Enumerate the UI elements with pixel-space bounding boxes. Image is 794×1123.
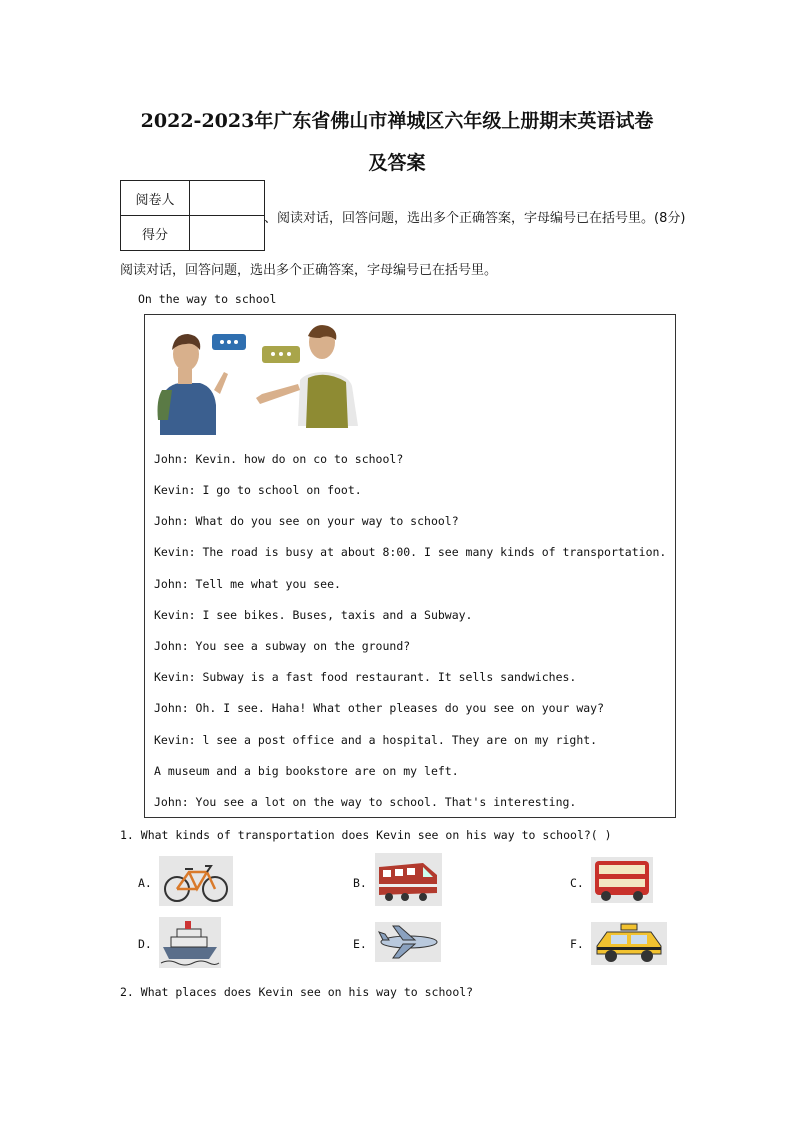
dialogue-line: Kevin: I go to school on foot. (154, 483, 362, 497)
option-f-letter: F. (570, 937, 584, 951)
taxi-icon[interactable] (591, 922, 667, 965)
option-d-letter: D. (138, 937, 152, 951)
airplane-icon[interactable] (375, 922, 441, 962)
dialogue-line: John: Tell me what you see. (154, 577, 341, 591)
section-heading: 、阅读对话，回答问题，选出多个正确答案，字母编号已在括号里。(8分) (264, 211, 686, 226)
score-label: 得分 (121, 216, 190, 251)
option-e-letter: E. (353, 937, 367, 951)
question-2: 2. What places does Kevin see on his way to school? (120, 985, 474, 999)
train-icon[interactable] (375, 853, 442, 906)
two-boys-talking-illustration (150, 320, 370, 438)
dialogue-line: John: You see a lot on the way to school. That's interesting. (154, 795, 577, 809)
score-cell (190, 216, 265, 251)
dialogue-line: A museum and a big bookstore are on my left. (154, 764, 459, 778)
dialogue-line: Kevin: Subway is a fast food restaurant. It sells sandwiches. (154, 670, 577, 684)
dialogue-line: Kevin: The road is busy at about 8:00. I see many kinds of transportation. (154, 545, 667, 559)
dialogue-line: Kevin: I see bikes. Buses, taxis and a Subway. (154, 608, 473, 622)
dialogue-line: John: You see a subway on the ground? (154, 639, 411, 653)
dialogue-line: John: What do you see on your way to school? (154, 514, 459, 528)
dialogue-line: Kevin: l see a post office and a hospital. They are on my right. (154, 733, 598, 747)
passage-subtitle: On the way to school (138, 292, 277, 306)
dialogue-line: John: Oh. I see. Haha! What other pleases do you see on your way? (154, 701, 605, 715)
reviewer-cell (190, 181, 265, 216)
question-1: 1. What kinds of transportation does Kevin see on his way to school?( ) (120, 828, 612, 842)
speech-bubble-icon (212, 334, 300, 363)
page-title: 2022-2023年广东省佛山市禅城区六年级上册期末英语试卷 (140, 110, 654, 132)
option-c-letter: C. (570, 876, 584, 890)
option-b-letter: B. (353, 876, 367, 890)
option-a-letter: A. (138, 876, 152, 890)
section-instruction: 阅读对话，回答问题，选出多个正确答案，字母编号已在括号里。 (120, 263, 498, 278)
double-decker-bus-icon[interactable] (591, 857, 653, 903)
dialogue-line: John: Kevin. how do on co to school? (154, 452, 404, 466)
boy-right-icon (256, 325, 358, 428)
reviewer-label: 阅卷人 (121, 181, 190, 216)
ship-icon[interactable] (159, 917, 221, 968)
score-table (120, 180, 265, 251)
bicycle-icon[interactable] (159, 856, 233, 906)
page-title-line2: 及答案 (368, 152, 426, 174)
